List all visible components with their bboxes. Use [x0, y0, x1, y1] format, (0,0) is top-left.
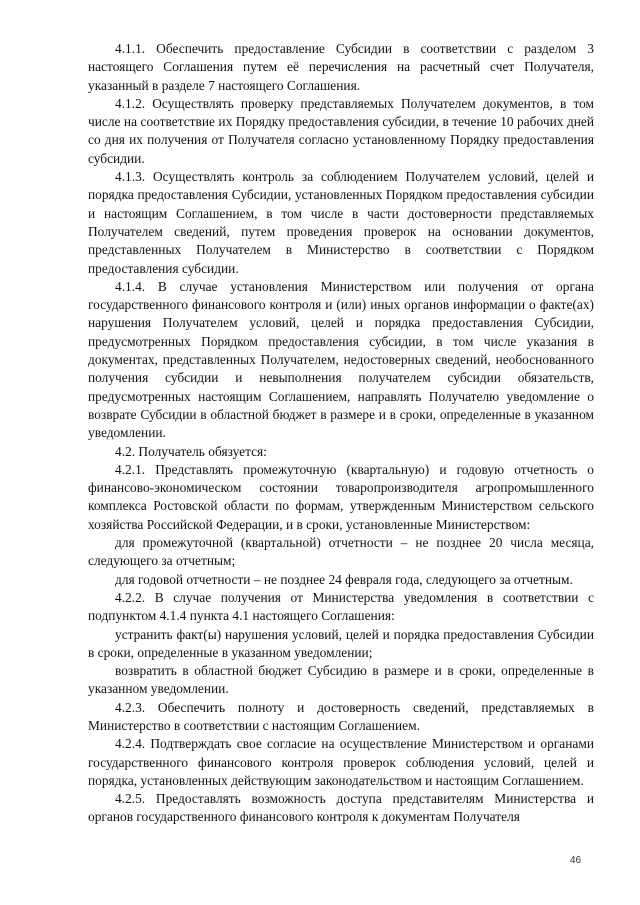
page-number: 46	[570, 855, 582, 866]
clause-4-1-3: 4.1.3. Осуществлять контроль за соблюдением Получателем условий, целей и порядка предоставления Субсидии, установленных Порядком предоставления субсидии и настоящим Соглашением, в том числе в части достоверности представляемых Получателем сведений, путем проведения проверок на основании документов, представленных Получателем в Министерство в соответствии с Порядком предоставления субсидии.	[88, 169, 594, 276]
clause-4-2-1-annual: для годовой отчетности – не позднее 24 февраля года, следующего за отчетным.	[115, 571, 573, 587]
clause-4-2: 4.2. Получатель обязуется:	[115, 443, 267, 459]
document-body	[88, 40, 594, 827]
clause-4-2-5: 4.2.5. Предоставлять возможность доступа представителям Министерства и органов государственного финансового контроля к документам Получателя	[88, 791, 594, 825]
clause-4-2-1-quarterly: для промежуточной (квартальной) отчетности – не позднее 20 числа месяца, следующего за отчетным;	[88, 535, 594, 569]
clause-4-2-2-eliminate: устранить факт(ы) нарушения условий, целей и порядка предоставления Субсидии в сроки, определенные в указанном уведомлении;	[88, 626, 594, 660]
clause-4-2-2-return: возвратить в областной бюджет Субсидию в размере и в сроки, определенные в указанном уведомлении.	[88, 663, 594, 697]
clause-4-2-4: 4.2.4. Подтверждать свое согласие на осуществление Министерством и органами государственного финансового контроля проверок соблюдения условий, целей и порядка, установленных действующим законодательством и настоящим Соглашением.	[88, 736, 594, 788]
clause-4-1-4: 4.1.4. В случае установления Министерством или получения от органа государственного финансового контроля и (или) иных органов информации о факте(ах) нарушения Получателем условий, целей и порядка предоставления Субсидии, предусмотренных Порядком предоставления субсидии, в том числе указания в документах, представленных Получателем, недостоверных сведений, необоснованного получения субсидии и невыполнения получателем субсидии обязательств, предусмотренных настоящим Соглашением, направлять Получателю уведомление о возврате Субсидии в областной бюджет в размере и в сроки, определенные в указанном уведомлении.	[88, 278, 594, 441]
clause-4-1-1: 4.1.1. Обеспечить предоставление Субсидии в соответствии с разделом 3 настоящего Соглашения путем её перечисления на расчетный счет Получателя, указанный в разделе 7 настоящего Соглашения.	[88, 41, 594, 93]
clause-4-2-1: 4.2.1. Представлять промежуточную (квартальную) и годовую отчетность о финансово-экономическом состоянии товаропроизводителя агропромышленного комплекса Ростовской области по формам, утвержденным Министерством сельского хозяйства Российской Федерации, и в сроки, установленные Министерством:	[88, 461, 594, 532]
clause-4-2-3: 4.2.3. Обеспечить полноту и достоверность сведений, представляемых в Министерство в соответствии с настоящим Соглашением.	[88, 699, 594, 733]
clause-4-1-2: 4.1.2. Осуществлять проверку представляемых Получателем документов, в том числе на соответствие их Порядку предоставления субсидии, в течение 10 рабочих дней со дня их получения от Получателя согласно установленному Порядку предоставления субсидии.	[88, 95, 594, 166]
clause-4-2-2: 4.2.2. В случае получения от Министерства уведомления в соответствии с подпунктом 4.1.4 пункта 4.1 настоящего Соглашения:	[88, 589, 594, 624]
